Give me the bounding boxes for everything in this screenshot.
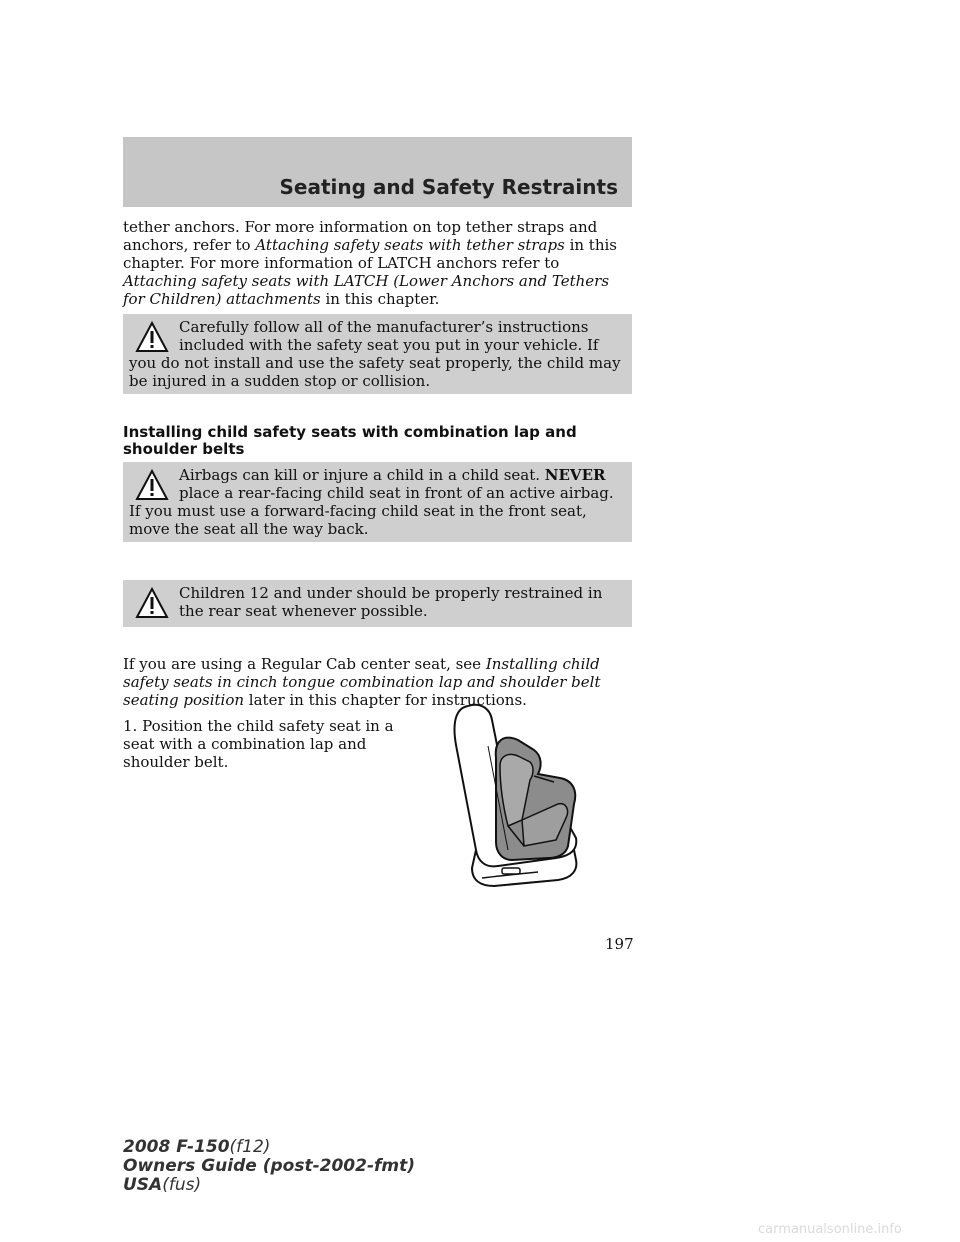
intro-text-3: in this chapter. xyxy=(320,290,440,308)
warning-box-instructions xyxy=(123,314,632,394)
section-heading: Installing child safety seats with combination lap and shoulder belts xyxy=(123,423,577,458)
footer-line-3 xyxy=(123,1176,415,1195)
header-bar xyxy=(123,137,632,207)
child-seat-illustration xyxy=(438,700,588,900)
warning-text-airbag-2: place a rear-facing child seat in front of an active airbag. If you must use a forward-facing child seat in the front seat, move the seat all the way back. xyxy=(129,484,614,538)
intro-text-2: in this chapter. For more information of LATCH anchors refer to xyxy=(123,236,617,272)
para2-ref: Installing child safety seats in cinch tongue combination lap and shoulder belt seating position xyxy=(123,655,601,709)
footer-model: 2008 F-150 xyxy=(123,1137,230,1157)
warning-text-airbag-1: Airbags can kill or injure a child in a child seat. xyxy=(179,466,545,484)
footer-model-code: (f12) xyxy=(229,1137,271,1157)
para2-text-2: later in this chapter for instructions. xyxy=(244,691,527,709)
footer-line-1 xyxy=(123,1138,415,1157)
footer-market-code: (fus) xyxy=(162,1175,202,1195)
page-number: 197 xyxy=(605,935,634,953)
step-1: 1. Position the child safety seat in a seat with a combination lap and shoulder belt. xyxy=(123,717,394,771)
warning-never: NEVER xyxy=(544,466,606,484)
footer-line-2: Owners Guide (post-2002-fmt) xyxy=(123,1156,416,1176)
warning-text-children: Children 12 and under should be properly restrained in the rear seat whenever possible. xyxy=(179,584,603,620)
section-title: Seating and Safety Restraints xyxy=(279,175,618,199)
footer-market: USA xyxy=(123,1175,163,1195)
intro-paragraph xyxy=(123,218,632,308)
warning-text-instructions: Carefully follow all of the manufacturer’s instructions included with the safety seat you put in your vehicle. If you do not install and use the safety seat properly, the child may be injured in a sudden stop or collision. xyxy=(129,318,621,390)
warning-box-children xyxy=(123,580,632,627)
watermark: carmanualsonline.info xyxy=(758,1222,902,1237)
intro-ref-tether: Attaching safety seats with tether straps xyxy=(255,236,565,254)
warning-triangle-icon xyxy=(135,468,169,502)
warning-box-airbag xyxy=(123,462,632,542)
warning-triangle-icon xyxy=(135,586,169,620)
intro-ref-latch: Attaching safety seats with LATCH (Lower Anchors and Tethers for Children) attachments xyxy=(123,272,610,308)
intro-text-1: tether anchors. For more information on top tether straps and anchors, refer to xyxy=(123,218,598,254)
warning-triangle-icon xyxy=(135,320,169,354)
para2-text-1: If you are using a Regular Cab center seat, see xyxy=(123,655,486,673)
footer xyxy=(123,1138,415,1195)
